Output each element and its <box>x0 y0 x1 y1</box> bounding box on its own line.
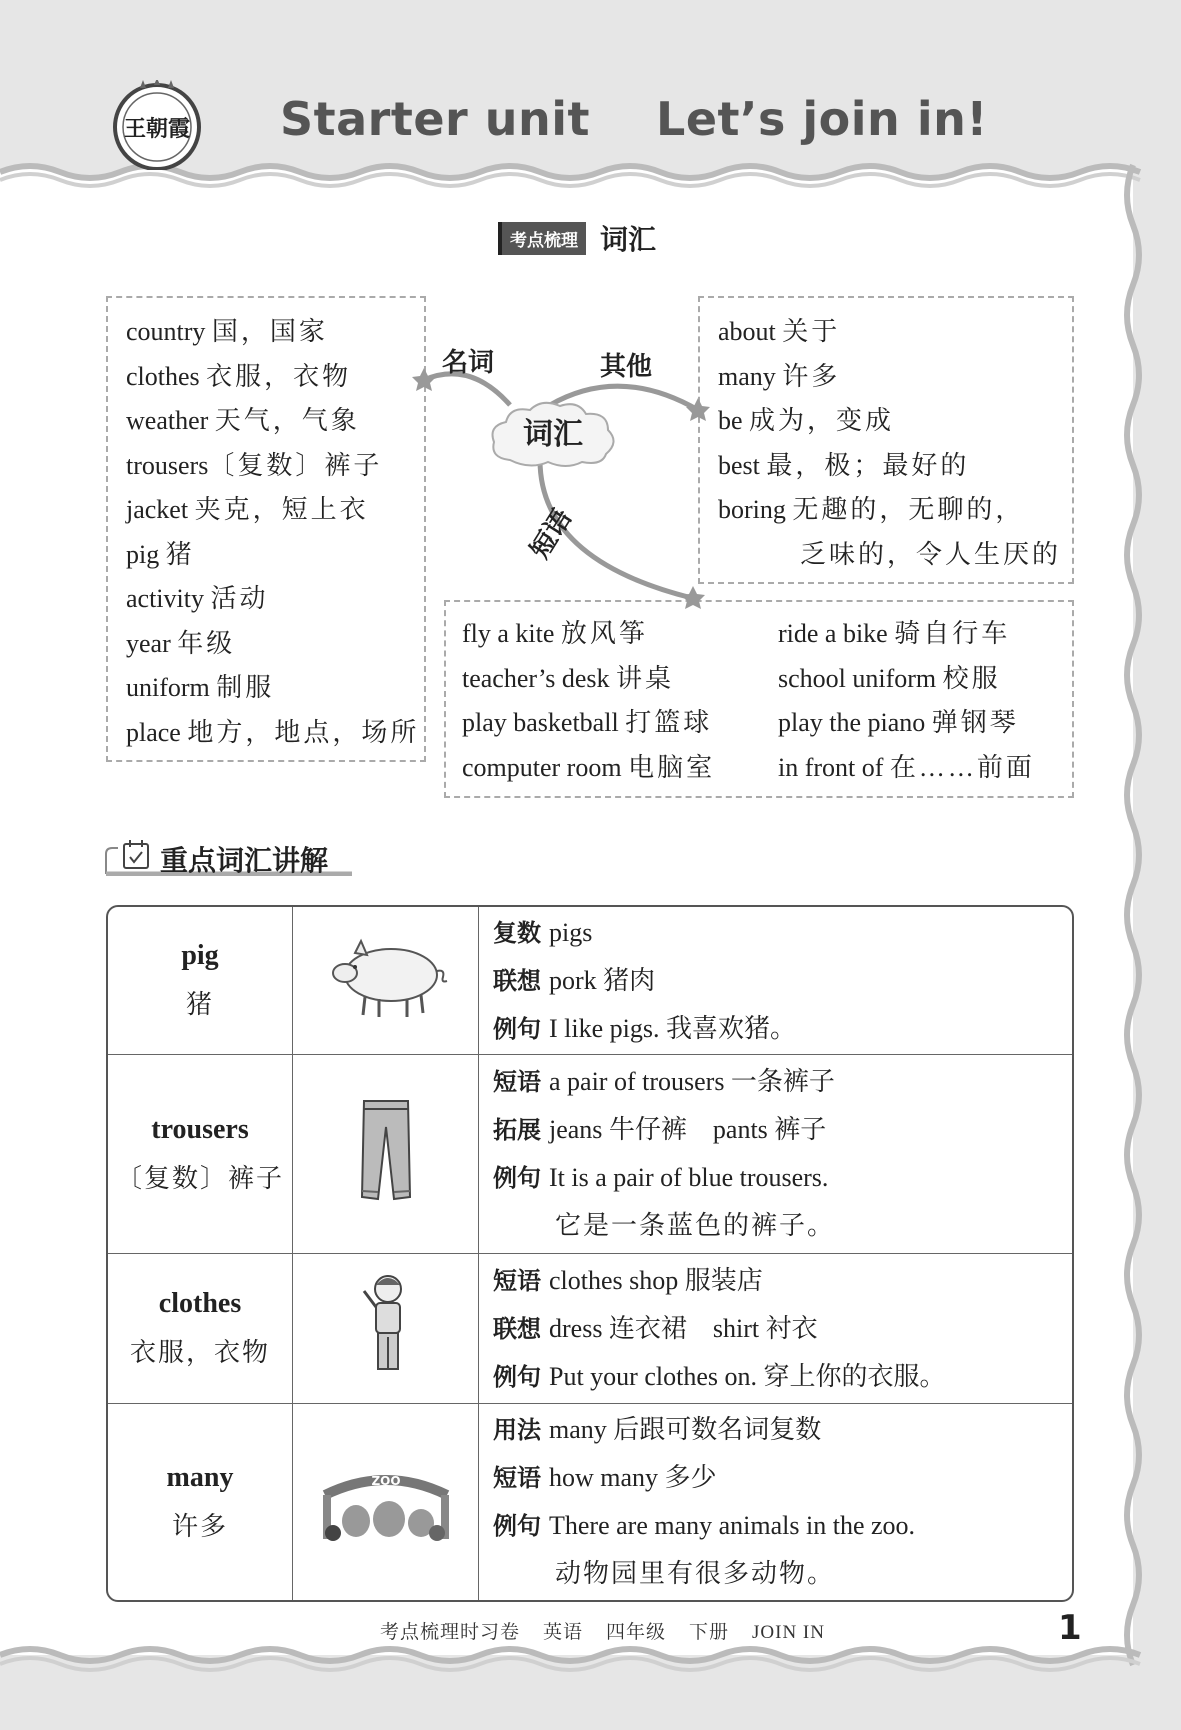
list-item: jacket 夹克，短上衣 <box>126 495 369 524</box>
list-item: year 年级 <box>126 628 236 658</box>
page-number: 1 <box>1058 1608 1082 1648</box>
table-row <box>108 1254 1072 1404</box>
svg-text:ZOO: ZOO <box>370 1473 401 1488</box>
section-title: 词汇 <box>600 223 657 256</box>
star-icon <box>412 368 436 391</box>
list-item: place 地方，地点，场所 <box>126 717 420 747</box>
key-vocab-title: 重点词汇讲解 <box>160 844 329 877</box>
trousers-illustration <box>293 1055 479 1254</box>
detail-cell: 用法 many 后跟可数名词复数 短语 how many 多少 例句 There are many animals in the zoo. 动物园里有很多动物。 <box>493 1415 916 1588</box>
svg-text:王朝霞: 王朝霞 <box>123 116 191 142</box>
list-item: country 国，国家 <box>126 317 328 346</box>
pig-illustration <box>293 907 479 1055</box>
word-cell: trousers 〔复数〕裤子 <box>108 1055 293 1254</box>
mindmap-label-phrases: 短语 <box>525 504 579 565</box>
phrases-right-column <box>778 612 1035 790</box>
section-tag: 考点梳理 <box>498 222 586 255</box>
detail-cell: 短语 a pair of trousers 一条裤子 拓展 jeans 牛仔裤 pants 裤子 例句 It is a pair of blue trousers. 它是一条蓝色的裤子。 <box>479 1055 1072 1254</box>
list-item: 乏味的，令人生厌的 <box>800 539 1062 569</box>
mindmap-label-nouns: 名词 <box>442 348 495 378</box>
page-footer: 考点梳理时习卷 英语 四年级 下册 JOIN IN <box>380 1622 825 1643</box>
phrases-left-column <box>462 612 715 790</box>
nouns-box <box>106 296 426 762</box>
list-item: in front of 在……前面 <box>778 752 1035 782</box>
detail-cell: 短语 clothes shop 服装店 联想 dress 连衣裙 shirt 衬衣 例句 Put your clothes on. 穿上你的衣服。 <box>479 1254 1072 1404</box>
word-cell: clothes 衣服，衣物 <box>108 1254 293 1404</box>
list-item: weather 天气，气象 <box>126 406 360 435</box>
list-item: play basketball 打篮球 <box>462 708 713 737</box>
word-cell: pig 猪 <box>108 907 293 1055</box>
detail-cell: 复数 pigs 联想 pork 猪肉 例句 I like pigs. 我喜欢猪。 <box>479 907 1072 1055</box>
mindmap-center-label: 词汇 <box>523 417 583 452</box>
list-item: many 许多 <box>718 361 841 391</box>
list-item: teacher’s desk 讲桌 <box>462 663 675 693</box>
word-cell: many 许多 <box>108 1404 293 1600</box>
list-item: uniform 制服 <box>126 673 275 702</box>
list-item: fly a kite 放风筝 <box>462 619 648 648</box>
key-vocab-table <box>106 905 1074 1602</box>
star-icon <box>686 398 710 421</box>
list-item: about 关于 <box>718 317 841 346</box>
table-row <box>108 907 1072 1055</box>
others-box <box>698 296 1074 584</box>
star-icon <box>681 586 705 609</box>
phrases-box <box>444 600 1074 798</box>
list-item: clothes 衣服，衣物 <box>126 361 352 391</box>
list-item: be 成为，变成 <box>718 406 895 435</box>
mindmap-label-others: 其他 <box>600 352 653 382</box>
list-item: activity 活动 <box>126 584 269 613</box>
list-item: boring 无趣的，无聊的， <box>718 495 1025 524</box>
clothes-illustration <box>293 1254 479 1404</box>
list-item: pig 猪 <box>126 539 195 569</box>
calendar-check-icon <box>124 840 148 868</box>
table-row <box>108 1404 1072 1600</box>
list-item: ride a bike 骑自行车 <box>778 619 1011 648</box>
publisher-logo <box>112 80 202 170</box>
list-item: school uniform 校服 <box>778 663 1001 693</box>
table-row <box>108 1055 1072 1254</box>
list-item: trousers〔复数〕裤子 <box>126 450 383 480</box>
key-vocab-heading <box>104 836 354 876</box>
zoo-illustration <box>293 1404 479 1600</box>
page-title: Starter unit Let’s join in! <box>280 92 988 146</box>
list-item: computer room 电脑室 <box>462 752 716 782</box>
mindmap-center-cloud <box>486 398 620 470</box>
section-header <box>498 222 656 254</box>
list-item: play the piano 弹钢琴 <box>778 708 1019 737</box>
list-item: best 最，极；最好的 <box>718 450 970 480</box>
